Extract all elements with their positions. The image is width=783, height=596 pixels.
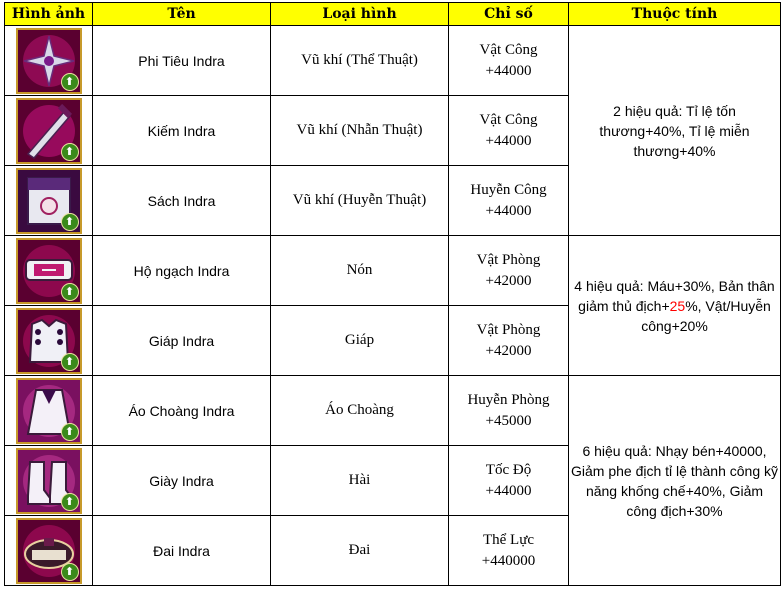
table-row [5, 26, 781, 96]
item-type: Nón [271, 236, 449, 306]
item-type: Áo Choàng [271, 376, 449, 446]
stat-label: Vật Công [479, 41, 538, 58]
stat-value: +44000 [485, 482, 532, 499]
item-name: Phi Tiêu Indra [93, 26, 271, 96]
item-name: Đai Indra [93, 516, 271, 586]
item-stat [449, 446, 569, 516]
item-name: Áo Choàng Indra [93, 376, 271, 446]
stat-value: +42000 [485, 342, 532, 359]
upgrade-arrow-icon: ⬆ [61, 353, 79, 371]
stat-value: +44000 [485, 62, 532, 79]
armor-icon [16, 308, 82, 374]
belt-icon [16, 518, 82, 584]
cloak-icon [16, 378, 82, 444]
item-stat [449, 376, 569, 446]
header-row [5, 3, 781, 26]
item-table [4, 2, 781, 586]
item-stat [449, 26, 569, 96]
headband-icon [16, 238, 82, 304]
stat-value: +45000 [485, 412, 532, 429]
upgrade-arrow-icon: ⬆ [61, 563, 79, 581]
set-effect-4-highlight: 25 [669, 297, 686, 314]
item-stat [449, 516, 569, 586]
header-attribute: Thuộc tính [569, 3, 781, 26]
upgrade-arrow-icon: ⬆ [61, 493, 79, 511]
item-stat [449, 166, 569, 236]
set-effect-4-text: 4 hiệu quả: Máu+30%, Bản thân giảm thủ địch+ [574, 277, 775, 314]
item-name: Hộ ngạch Indra [93, 236, 271, 306]
shuriken-icon [16, 28, 82, 94]
item-type: Vũ khí (Nhẫn Thuật) [271, 96, 449, 166]
header-name: Tên [93, 3, 271, 26]
upgrade-arrow-icon: ⬆ [61, 283, 79, 301]
stat-label: Huyễn Phòng [467, 391, 550, 408]
item-name: Giày Indra [93, 446, 271, 516]
header-image: Hình ảnh [5, 3, 93, 26]
set-effect-4-text-after: %, Vật/Huyễn công+20% [641, 297, 771, 334]
item-type: Vũ khí (Huyễn Thuật) [271, 166, 449, 236]
table-row [5, 376, 781, 446]
item-type: Vũ khí (Thể Thuật) [271, 26, 449, 96]
item-type: Giáp [271, 306, 449, 376]
set-effect-6: 6 hiệu quả: Nhạy bén+40000, Giảm phe địch tỉ lệ thành công kỹ năng khống chế+40%, Giảm công địch+30% [569, 376, 781, 586]
upgrade-arrow-icon: ⬆ [61, 73, 79, 91]
item-name: Giáp Indra [93, 306, 271, 376]
stat-label: Vật Công [479, 111, 538, 128]
set-effect-2: 2 hiệu quả: Tỉ lệ tốn thương+40%, Tỉ lệ miễn thương+40% [569, 26, 781, 236]
header-type: Loại hình [271, 3, 449, 26]
stat-label: Huyễn Công [470, 181, 547, 198]
stat-value: +440000 [481, 552, 536, 569]
stat-value: +44000 [485, 202, 532, 219]
item-stat [449, 96, 569, 166]
stat-label: Thể Lực [482, 531, 535, 548]
item-stat [449, 306, 569, 376]
item-type: Hài [271, 446, 449, 516]
upgrade-arrow-icon: ⬆ [61, 423, 79, 441]
book-icon [16, 168, 82, 234]
table-row [5, 236, 781, 306]
item-name: Kiếm Indra [93, 96, 271, 166]
item-stat [449, 236, 569, 306]
upgrade-arrow-icon: ⬆ [61, 143, 79, 161]
item-type: Đai [271, 516, 449, 586]
set-effect-4 [569, 236, 781, 376]
header-stat: Chỉ số [449, 3, 569, 26]
boots-icon [16, 448, 82, 514]
sword-icon [16, 98, 82, 164]
stat-value: +44000 [485, 132, 532, 149]
stat-value: +42000 [485, 272, 532, 289]
stat-label: Tốc Độ [485, 461, 532, 478]
upgrade-arrow-icon: ⬆ [61, 213, 79, 231]
stat-label: Vật Phòng [476, 321, 541, 338]
stat-label: Vật Phòng [476, 251, 541, 268]
item-name: Sách Indra [93, 166, 271, 236]
